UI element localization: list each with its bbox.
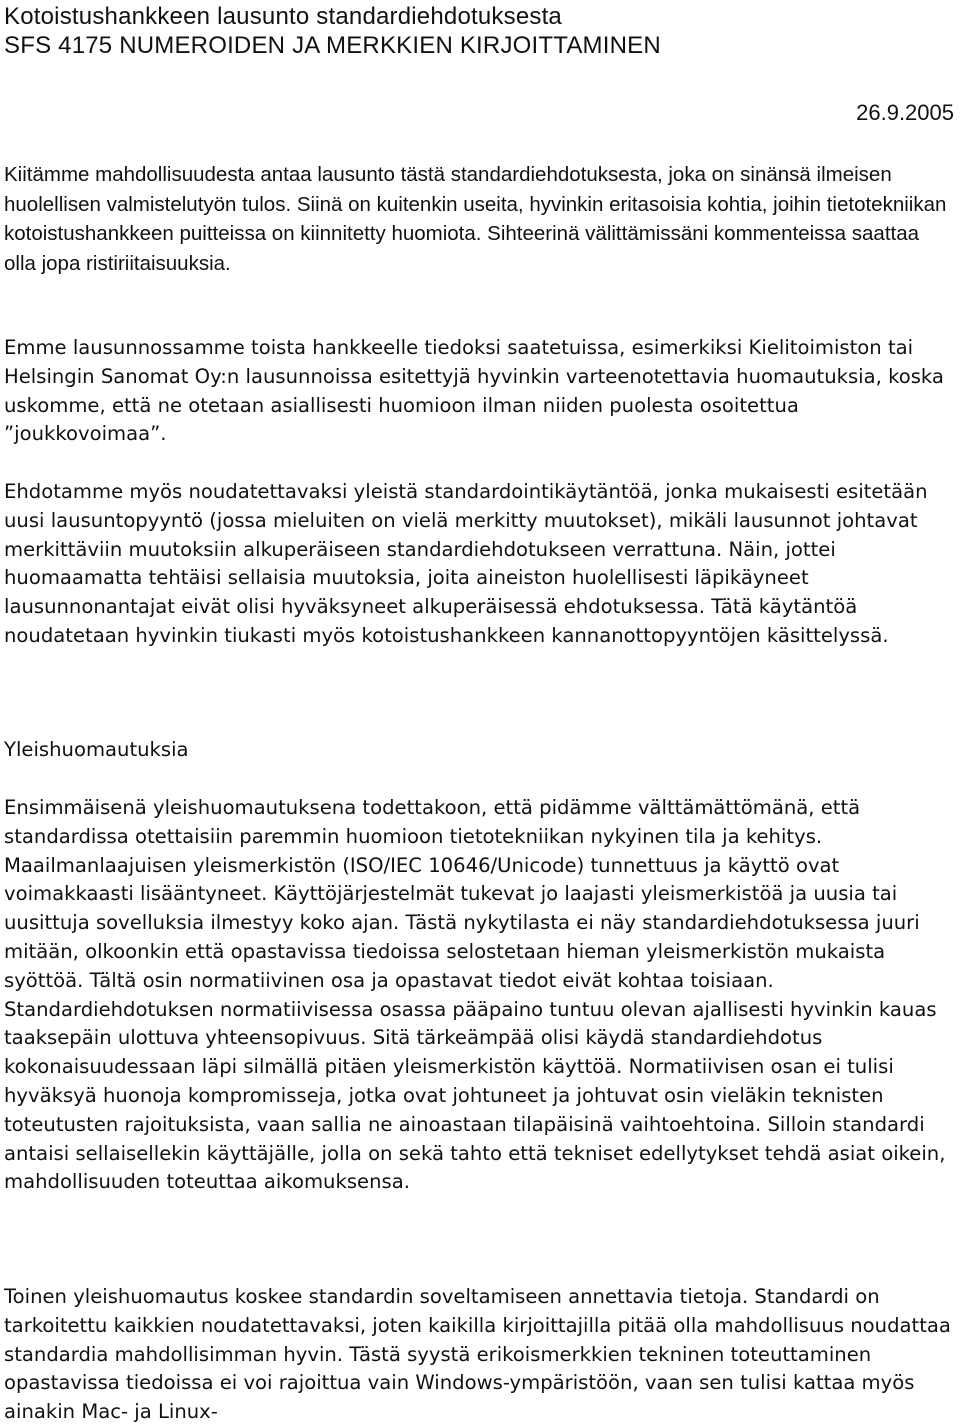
section-heading: Yleishuomautuksia: [4, 738, 189, 761]
paragraph-2: Emme lausunnossamme toista hankkeelle tiedoksi saatetuissa, esimerkiksi Kielitoimiston tai Helsingin Sanomat Oy:n lausunnoissa esitettyjä hyvinkin varteenotettavia huomautuksia, koska uskomme, että ne otetaan asiallisesti huomioon ilman niiden puolesta osoitettua ”joukkovoimaa”.: [4, 336, 944, 446]
title-line-1: Kotoistushankkeen lausunto standardiehdotuksesta: [4, 3, 562, 30]
paragraph-4: Ensimmäisenä yleishuomautuksena todettakoon, että pidämme välttämättömänä, että standardissa otettaisiin paremmin huomioon tietotekniikan nykyinen tila ja kehitys. Maailmanlaajuisen yleismerkistön (ISO/IEC 10646/Unicode) tunnettuus ja käyttö ovat voimakkaasti lisääntyneet. Käyttöjärjestelmät tukevat jo laajasti yleismerkistöä ja uusia tai uusittuja sovelluksia ilmestyy koko ajan. Tästä nykytilasta ei näy standardiehdotuksessa juuri mitään, olkoonkin että opastavissa tiedoissa selostetaan hieman yleismerkistön mukaista syöttöä. Tältä osin normatiivinen osa ja opastavat tiedot eivät kohtaa toisiaan. Standardiehdotuksen normatiivisessa osassa pääpaino tuntuu olevan ajallisesti hyvinkin kauas taaksepäin ulottuva yhteensopivuus. Sitä tärkeämpää olisi käydä standardiehdotus kokonaisuudessaan läpi silmällä pitäen yleismerkistön käyttöä. Normatiivisen osan ei tulisi hyväksyä huonoja kompromisseja, jotka ovat johtuneet ja johtuvat osin vieläkin teknisten toteutusten rajoituksista, vaan sallia ne ainoastaan tilapäisinä vaihtoehtoina. Silloin standardi antaisi sellaisellekin käyttäjälle, jolla on sekä tahto että tekniset edellytykset tehdä asiat oikein, mahdollisuuden toteuttaa aikomuksensa.: [4, 796, 946, 1194]
paragraph-intro: Kiitämme mahdollisuudesta antaa lausunto tästä standardiehdotuksesta, joka on sinänsä ilmeisen huolellisen valmistelutyön tulos. Siinä on kuitenkin useita, hyvinkin eritasoisia kohtia, joihin tietotekniikan kotoistushankkeen puitteissa on kiinnitetty huomiota. Sihteerinä välittämissäni kommenteissa saattaa olla jopa ristiriitaisuuksia.: [4, 163, 947, 275]
document-page: [4, 0, 956, 1424]
paragraph-3: Ehdotamme myös noudatettavaksi yleistä standardointikäytäntöä, jonka mukaisesti esitetään uusi lausuntopyyntö (jossa mieluiten on vielä merkitty muutokset), mikäli lausunnot johtavat merkittäviin muutoksiin alkuperäiseen standardiehdotukseen verrattuna. Näin, jottei huomaamatta tehtäisi sellaisia muutoksia, joita aineiston huolellisesti läpikäyneet lausunnonantajat eivät olisi hyväksyneet alkuperäisessä ehdotuksessa. Tätä käytäntöä noudatetaan hyvinkin tiukasti myös kotoistushankkeen kannanottopyyntöjen käsittelyssä.: [4, 480, 928, 647]
title-line-2: SFS 4175 NUMEROIDEN JA MERKKIEN KIRJOITTAMINEN: [4, 32, 661, 59]
document-title: [4, 0, 956, 60]
paragraph-5: Toinen yleishuomautus koskee standardin soveltamiseen annettavia tietoja. Standardi on tarkoitettu kaikkien noudatettavaksi, joten kaikilla kirjoittajilla pitää olla mahdollisuus noudattaa standardia mahdollisimman hyvin. Tästä syystä erikoismerkkien tekninen toteuttaminen opastavissa tiedoissa ei voi rajoittua vain Windows-ympäristöön, vaan sen tulisi kattaa myös ainakin Mac- ja Linux-: [4, 1285, 951, 1424]
document-date: 26.9.2005: [856, 100, 954, 125]
